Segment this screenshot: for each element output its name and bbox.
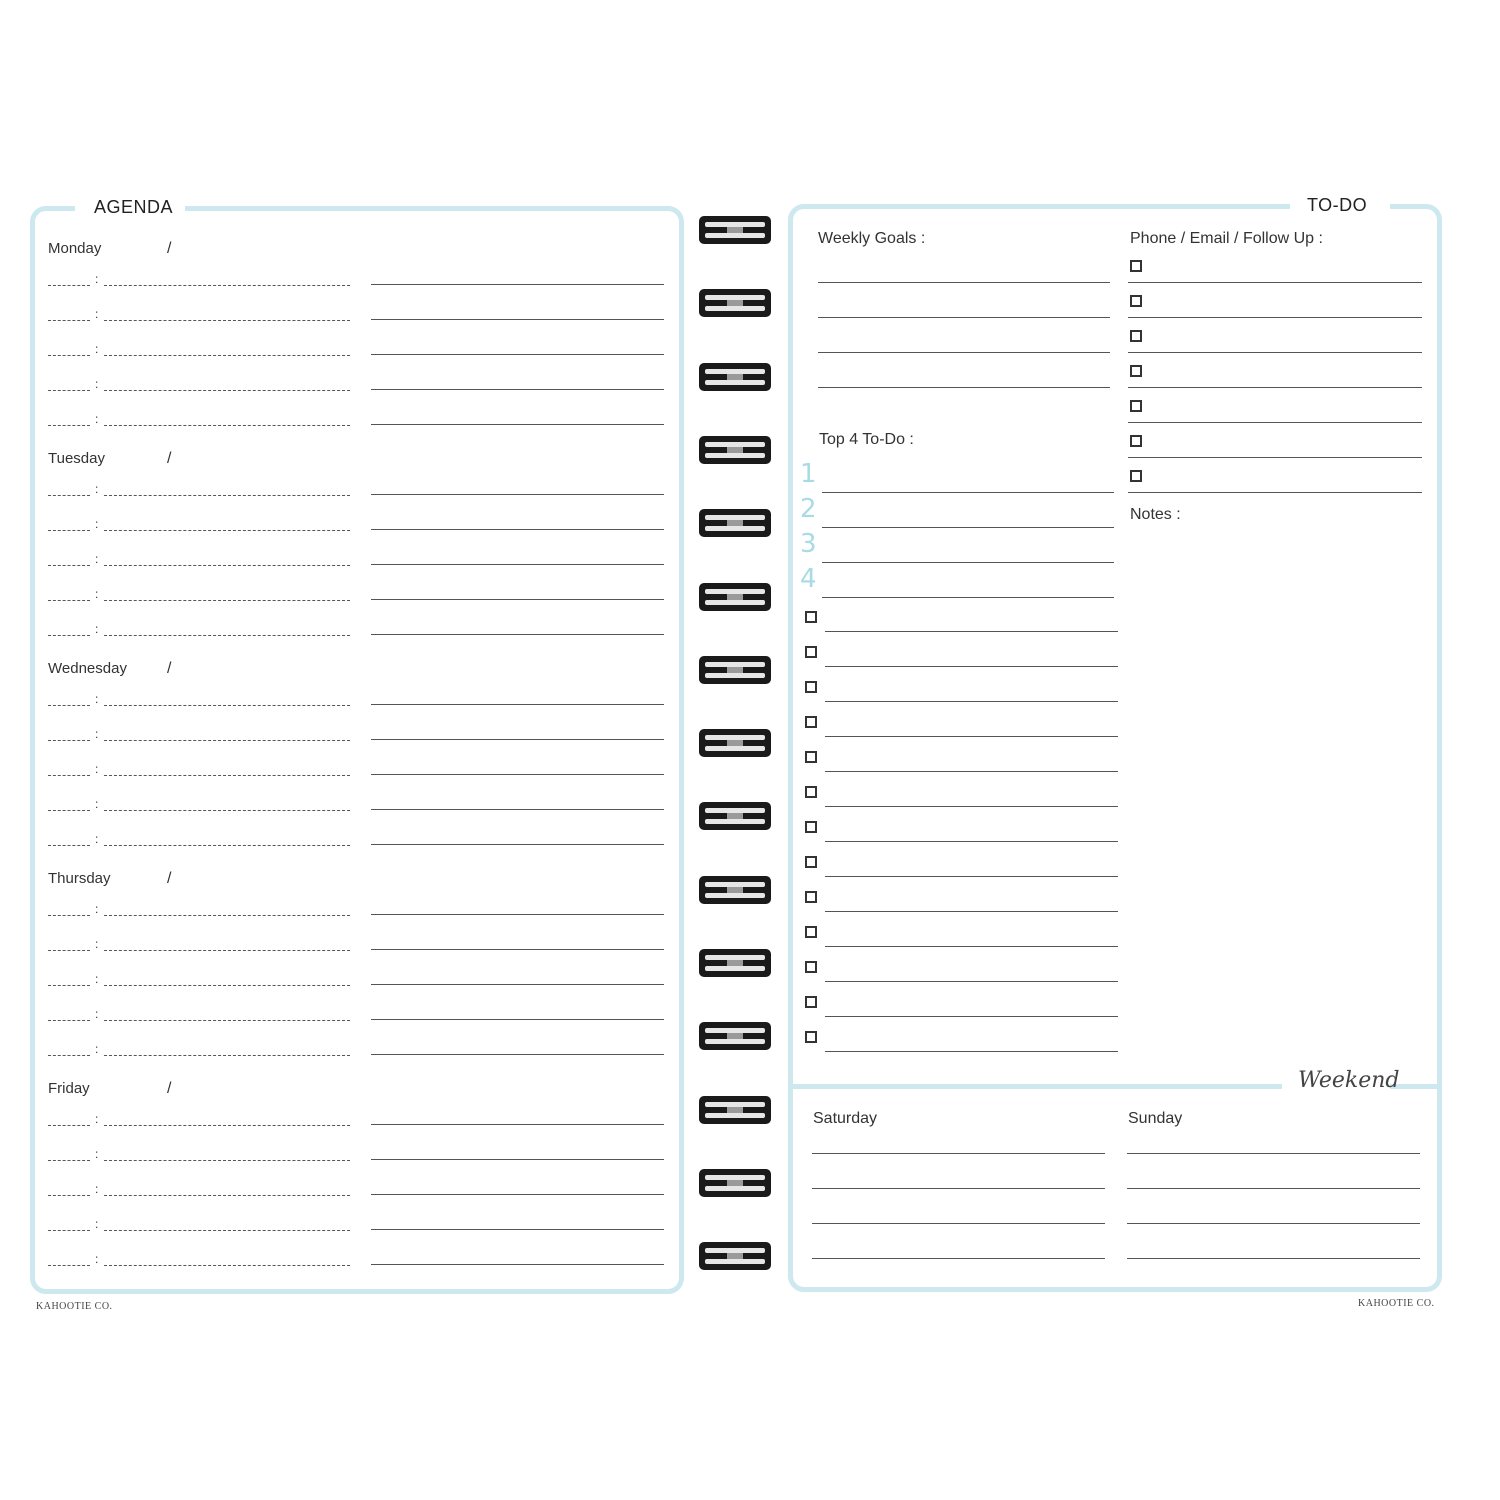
followup-line — [1128, 352, 1422, 353]
top4-number: 3 — [800, 529, 817, 559]
checkbox-icon — [1130, 470, 1142, 482]
weekly-goal-line — [818, 317, 1110, 318]
time-entry-line — [104, 565, 350, 566]
time-entry-line — [104, 1230, 350, 1231]
checkbox-icon — [805, 856, 817, 868]
time-colon: : — [95, 482, 99, 496]
sunday-line — [1127, 1188, 1420, 1189]
time-colon: : — [95, 587, 99, 601]
saturday-line — [812, 1153, 1105, 1154]
time-colon: : — [95, 692, 99, 706]
time-hour-line — [48, 740, 90, 741]
date-slash: / — [167, 660, 172, 677]
time-hour-line — [48, 1230, 90, 1231]
time-colon: : — [95, 902, 99, 916]
spiral-ring — [697, 1167, 773, 1199]
spiral-ring — [697, 581, 773, 613]
day-label: Thursday — [48, 870, 111, 887]
time-entry-line — [104, 635, 350, 636]
followup-line — [1128, 282, 1422, 283]
time-hour-line — [48, 1020, 90, 1021]
spiral-ring — [697, 287, 773, 319]
time-entry-line — [104, 845, 350, 846]
weekly-goal-line — [818, 352, 1110, 353]
time-hour-line — [48, 635, 90, 636]
time-hour-line — [48, 915, 90, 916]
spiral-ring — [697, 800, 773, 832]
time-colon: : — [95, 1182, 99, 1196]
sunday-line — [1127, 1153, 1420, 1154]
agenda-note-line — [371, 1019, 664, 1020]
checkbox-icon — [805, 926, 817, 938]
time-entry-line — [104, 1195, 350, 1196]
agenda-note-line — [371, 1054, 664, 1055]
time-colon: : — [95, 517, 99, 531]
time-entry-line — [104, 530, 350, 531]
agenda-note-line — [371, 949, 664, 950]
time-colon: : — [95, 972, 99, 986]
brand-right: KAHOOTIE CO. — [1358, 1298, 1435, 1309]
agenda-note-line — [371, 1264, 664, 1265]
time-entry-line — [104, 740, 350, 741]
time-colon: : — [95, 342, 99, 356]
todo-line — [825, 666, 1118, 667]
todo-line — [825, 876, 1118, 877]
spiral-ring — [697, 214, 773, 246]
time-hour-line — [48, 320, 90, 321]
top4-line — [822, 562, 1114, 563]
todo-line — [825, 911, 1118, 912]
top4-label: Top 4 To-Do : — [819, 431, 914, 448]
spiral-ring — [697, 1240, 773, 1272]
checkbox-icon — [805, 996, 817, 1008]
top4-number: 4 — [800, 564, 817, 594]
time-hour-line — [48, 600, 90, 601]
spiral-ring — [697, 727, 773, 759]
checkbox-icon — [1130, 295, 1142, 307]
agenda-note-line — [371, 284, 664, 285]
time-hour-line — [48, 1195, 90, 1196]
saturday-line — [812, 1223, 1105, 1224]
time-entry-line — [104, 390, 350, 391]
weekend-title: Weekend — [1298, 1068, 1400, 1093]
agenda-note-line — [371, 599, 664, 600]
time-entry-line — [104, 320, 350, 321]
time-colon: : — [95, 412, 99, 426]
time-hour-line — [48, 285, 90, 286]
time-entry-line — [104, 495, 350, 496]
agenda-note-line — [371, 1229, 664, 1230]
time-hour-line — [48, 1160, 90, 1161]
phone-email-followup-label: Phone / Email / Follow Up : — [1130, 230, 1323, 247]
checkbox-icon — [1130, 435, 1142, 447]
time-colon: : — [95, 1147, 99, 1161]
time-colon: : — [95, 797, 99, 811]
sunday-line — [1127, 1258, 1420, 1259]
time-hour-line — [48, 950, 90, 951]
time-colon: : — [95, 1252, 99, 1266]
checkbox-icon — [805, 961, 817, 973]
time-colon: : — [95, 307, 99, 321]
day-label: Friday — [48, 1080, 90, 1097]
spiral-ring — [697, 1094, 773, 1126]
time-colon: : — [95, 552, 99, 566]
notes-label: Notes : — [1130, 506, 1181, 523]
checkbox-icon — [1130, 400, 1142, 412]
todo-line — [825, 771, 1118, 772]
agenda-note-line — [371, 494, 664, 495]
time-hour-line — [48, 1265, 90, 1266]
time-colon: : — [95, 272, 99, 286]
time-colon: : — [95, 832, 99, 846]
checkbox-icon — [805, 611, 817, 623]
time-hour-line — [48, 985, 90, 986]
top4-line — [822, 492, 1114, 493]
agenda-note-line — [371, 774, 664, 775]
top4-number: 1 — [800, 459, 817, 489]
agenda-note-line — [371, 1159, 664, 1160]
checkbox-icon — [805, 751, 817, 763]
time-colon: : — [95, 1042, 99, 1056]
spiral-ring — [697, 947, 773, 979]
weekly-goal-line — [818, 282, 1110, 283]
time-hour-line — [48, 530, 90, 531]
todo-line — [825, 806, 1118, 807]
todo-line — [825, 946, 1118, 947]
time-hour-line — [48, 705, 90, 706]
top4-number: 2 — [800, 494, 817, 524]
brand-left: KAHOOTIE CO. — [36, 1301, 113, 1312]
time-entry-line — [104, 355, 350, 356]
day-label: Tuesday — [48, 450, 105, 467]
date-slash: / — [167, 870, 172, 887]
time-hour-line — [48, 775, 90, 776]
time-colon: : — [95, 1217, 99, 1231]
agenda-note-line — [371, 424, 664, 425]
weekly-goals-label: Weekly Goals : — [818, 230, 926, 247]
time-hour-line — [48, 390, 90, 391]
saturday-line — [812, 1258, 1105, 1259]
agenda-note-line — [371, 354, 664, 355]
spiral-ring — [697, 507, 773, 539]
todo-line — [825, 1051, 1118, 1052]
followup-line — [1128, 422, 1422, 423]
time-hour-line — [48, 355, 90, 356]
time-entry-line — [104, 285, 350, 286]
followup-line — [1128, 317, 1422, 318]
time-hour-line — [48, 1125, 90, 1126]
todo-line — [825, 701, 1118, 702]
time-entry-line — [104, 705, 350, 706]
agenda-note-line — [371, 704, 664, 705]
agenda-note-line — [371, 844, 664, 845]
date-slash: / — [167, 1080, 172, 1097]
todo-line — [825, 631, 1118, 632]
agenda-note-line — [371, 389, 664, 390]
checkbox-icon — [1130, 330, 1142, 342]
agenda-note-line — [371, 809, 664, 810]
time-entry-line — [104, 600, 350, 601]
time-entry-line — [104, 810, 350, 811]
sunday-label: Sunday — [1128, 1110, 1183, 1127]
spiral-ring — [697, 1020, 773, 1052]
time-hour-line — [48, 565, 90, 566]
agenda-note-line — [371, 1124, 664, 1125]
time-colon: : — [95, 1112, 99, 1126]
followup-line — [1128, 492, 1422, 493]
todo-line — [825, 1016, 1118, 1017]
agenda-note-line — [371, 984, 664, 985]
agenda-frame — [30, 206, 684, 1294]
date-slash: / — [167, 450, 172, 467]
time-entry-line — [104, 1265, 350, 1266]
saturday-line — [812, 1188, 1105, 1189]
todo-line — [825, 736, 1118, 737]
todo-line — [825, 981, 1118, 982]
time-hour-line — [48, 845, 90, 846]
checkbox-icon — [805, 1031, 817, 1043]
agenda-title: AGENDA — [94, 197, 174, 217]
spiral-ring — [697, 874, 773, 906]
time-hour-line — [48, 495, 90, 496]
checkbox-icon — [1130, 260, 1142, 272]
agenda-note-line — [371, 529, 664, 530]
sunday-line — [1127, 1223, 1420, 1224]
checkbox-icon — [805, 716, 817, 728]
agenda-note-line — [371, 914, 664, 915]
time-colon: : — [95, 1007, 99, 1021]
date-slash: / — [167, 240, 172, 257]
time-hour-line — [48, 1055, 90, 1056]
time-colon: : — [95, 937, 99, 951]
time-entry-line — [104, 775, 350, 776]
checkbox-icon — [805, 646, 817, 658]
todo-frame — [788, 204, 1442, 1292]
agenda-note-line — [371, 634, 664, 635]
agenda-note-line — [371, 319, 664, 320]
time-hour-line — [48, 810, 90, 811]
followup-line — [1128, 387, 1422, 388]
time-colon: : — [95, 762, 99, 776]
checkbox-icon — [805, 786, 817, 798]
time-entry-line — [104, 985, 350, 986]
time-hour-line — [48, 425, 90, 426]
saturday-label: Saturday — [813, 1110, 878, 1127]
checkbox-icon — [805, 821, 817, 833]
followup-line — [1128, 457, 1422, 458]
time-entry-line — [104, 950, 350, 951]
time-entry-line — [104, 1160, 350, 1161]
day-label: Wednesday — [48, 660, 127, 677]
time-entry-line — [104, 915, 350, 916]
spiral-ring — [697, 361, 773, 393]
time-entry-line — [104, 1125, 350, 1126]
weekly-goal-line — [818, 387, 1110, 388]
agenda-note-line — [371, 739, 664, 740]
checkbox-icon — [805, 681, 817, 693]
todo-title: TO-DO — [1307, 195, 1368, 215]
time-entry-line — [104, 1055, 350, 1056]
time-entry-line — [104, 425, 350, 426]
time-colon: : — [95, 377, 99, 391]
top4-line — [822, 597, 1114, 598]
day-label: Monday — [48, 240, 102, 257]
time-colon: : — [95, 622, 99, 636]
spiral-ring — [697, 434, 773, 466]
top4-line — [822, 527, 1114, 528]
checkbox-icon — [805, 891, 817, 903]
time-colon: : — [95, 727, 99, 741]
time-entry-line — [104, 1020, 350, 1021]
agenda-note-line — [371, 564, 664, 565]
todo-line — [825, 841, 1118, 842]
checkbox-icon — [1130, 365, 1142, 377]
agenda-note-line — [371, 1194, 664, 1195]
spiral-ring — [697, 654, 773, 686]
